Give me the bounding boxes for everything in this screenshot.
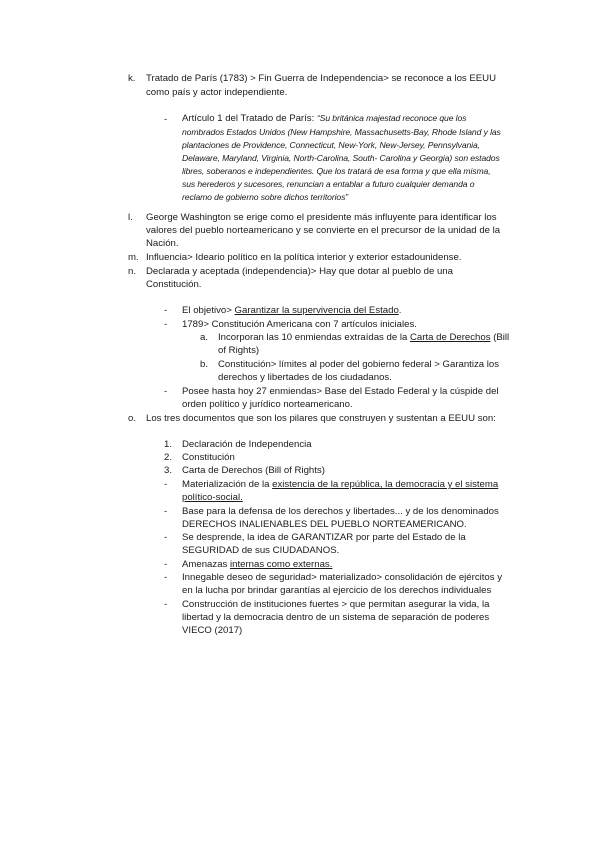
bullet-marker-o-5: -	[164, 572, 168, 583]
security-line-1: Se desprende, la idea de GARANTIZAR por parte del Estado de la	[182, 532, 466, 543]
materialization-prefix: Materialización de la	[182, 479, 273, 490]
item-marker-l: l.	[128, 212, 133, 223]
objective-underlined: Garantizar la supervivencia del Estado	[234, 305, 399, 316]
treaty-article-lead: Artículo 1 del Tratado de París:	[182, 113, 317, 124]
bullet-marker-o-4: -	[164, 559, 168, 570]
desire-line-1: Innegable deseo de seguridad> materializado> consolidación de ejércitos y	[182, 572, 503, 583]
item-marker-k: k.	[128, 73, 136, 84]
bullet-marker-o-6: -	[164, 599, 168, 610]
sub-item-b-line-1: Constitución> límites al poder del gobierno federal > Garantiza los	[218, 359, 500, 370]
materialization-line-2	[182, 491, 243, 504]
threats-line	[182, 558, 332, 571]
institutions-line-2: libertad y la democracia dentro de un sistema de separación de poderes	[182, 612, 490, 623]
item-l-line-3: Nación.	[146, 238, 179, 249]
sub-item-marker-a: a.	[200, 332, 209, 343]
sub-item-a-suffix: (Bill	[490, 332, 510, 343]
institutions-line-3: VIECO (2017)	[182, 625, 243, 636]
bullet-marker-o-2: -	[164, 506, 168, 517]
desire-line-2: en la lucha por brindar garantías al ejercicio de los derechos individuales	[182, 585, 492, 596]
defense-line-1: Base para la defensa de los derechos y libertades... y de los denominados	[182, 506, 499, 517]
institutions-line-1: Construcción de instituciones fuertes > que permitan asegurar la vida, la	[182, 599, 490, 610]
treaty-quote-line-1: “Su británica majestad reconoce que los	[316, 113, 467, 123]
objective-prefix: El objetivo>	[182, 305, 235, 316]
treaty-quote-line-3: plantaciones de Providence, Connecticut, New-York, New-Jersey, Pennsylvania,	[182, 140, 480, 150]
item-l-line-1: George Washington se erige como el presidente más influyente para identificar los	[146, 212, 497, 223]
constitution-1789-line: 1789> Constitución Americana con 7 artículos iniciales.	[182, 319, 417, 330]
sub-bullet-n-1: -	[164, 305, 168, 316]
item-m-line-1: Influencia> Ideario político en la política interior y exterior estadounidense.	[146, 252, 462, 263]
treaty-quote-line-7: reclamo de gobierno sobre dichos territorios”	[182, 192, 349, 202]
materialization-underlined-2: político-social.	[182, 492, 243, 503]
amendments-line-2: orden político y jurídico norteamericano.	[182, 399, 353, 410]
sub-item-a-line-1	[218, 331, 509, 344]
treaty-quote-line-4: Delaware, Maryland, Virginia, North-Carolina, South- Carolina y Georgia) son estados	[182, 153, 500, 163]
materialization-line-1	[182, 478, 498, 491]
treaty-quote-line-6: sus herederos y sucesores, renuncian a entablar a futuro cualquier demanda o	[182, 179, 475, 189]
sub-bullet-k: -	[164, 114, 168, 125]
defense-line-2: DERECHOS INALIENABLES DEL PUEBLO NORTEAMERICANO.	[182, 519, 467, 530]
numbered-item-1: Declaración de Independencia	[182, 439, 312, 450]
treaty-article-line	[182, 112, 466, 125]
objective-suffix: .	[398, 305, 402, 316]
treaty-quote-line-5: libres, soberanos e independientes. Que los tratará de esa forma y que ella misma,	[182, 166, 491, 176]
threats-underlined: internas como externas.	[230, 559, 333, 570]
objective-line	[182, 304, 401, 317]
item-o-line-1: Los tres documentos que son los pilares que construyen y sustentan a EEUU son:	[146, 413, 496, 424]
numbered-marker-1: 1.	[164, 439, 173, 450]
sub-item-b-line-2: derechos y libertades de los ciudadanos.	[218, 372, 392, 383]
item-l-line-2: valores del pueblo norteamericano y se convierte en el precursor de la unidad de la	[146, 225, 501, 236]
numbered-marker-3: 3.	[164, 465, 173, 476]
bullet-marker-o-1: -	[164, 479, 168, 490]
bill-of-rights-underlined: Carta de Derechos	[410, 332, 491, 343]
security-line-2: SEGURIDAD de sus CIUDADANOS.	[182, 545, 340, 556]
materialization-underlined-1: existencia de la república, la democracia y el sistema	[272, 479, 499, 490]
threats-prefix: Amenazas	[182, 559, 230, 570]
numbered-item-2: Constitución	[182, 452, 235, 463]
sub-item-marker-b: b.	[200, 359, 209, 370]
sub-item-a-line-2: of Rights)	[218, 345, 260, 356]
item-marker-m: m.	[128, 252, 139, 263]
item-marker-o: o.	[128, 413, 137, 424]
treaty-quote-line-2: nombrados Estados Unidos (New Hampshire, Massachusetts-Bay, Rhode Island y las	[182, 127, 501, 137]
bullet-marker-o-3: -	[164, 532, 168, 543]
item-n-line-1: Declarada y aceptada (independencia)> Hay que dotar al pueblo de una	[146, 266, 453, 277]
sub-item-a-prefix: Incorporan las 10 enmiendas extraídas de la	[218, 332, 410, 343]
sub-bullet-n-2: -	[164, 319, 168, 330]
numbered-item-3: Carta de Derechos (Bill of Rights)	[182, 465, 325, 476]
amendments-line-1: Posee hasta hoy 27 enmiendas> Base del Estado Federal y la cúspide del	[182, 386, 499, 397]
item-k-line-1: Tratado de París (1783) > Fin Guerra de Independencia> se reconoce a los EEUU	[146, 73, 497, 84]
item-n-line-2: Constitución.	[146, 279, 202, 290]
sub-bullet-n-3: -	[164, 386, 168, 397]
item-marker-n: n.	[128, 266, 137, 277]
item-k-line-2: como país y actor independiente.	[146, 87, 288, 98]
numbered-marker-2: 2.	[164, 452, 173, 463]
